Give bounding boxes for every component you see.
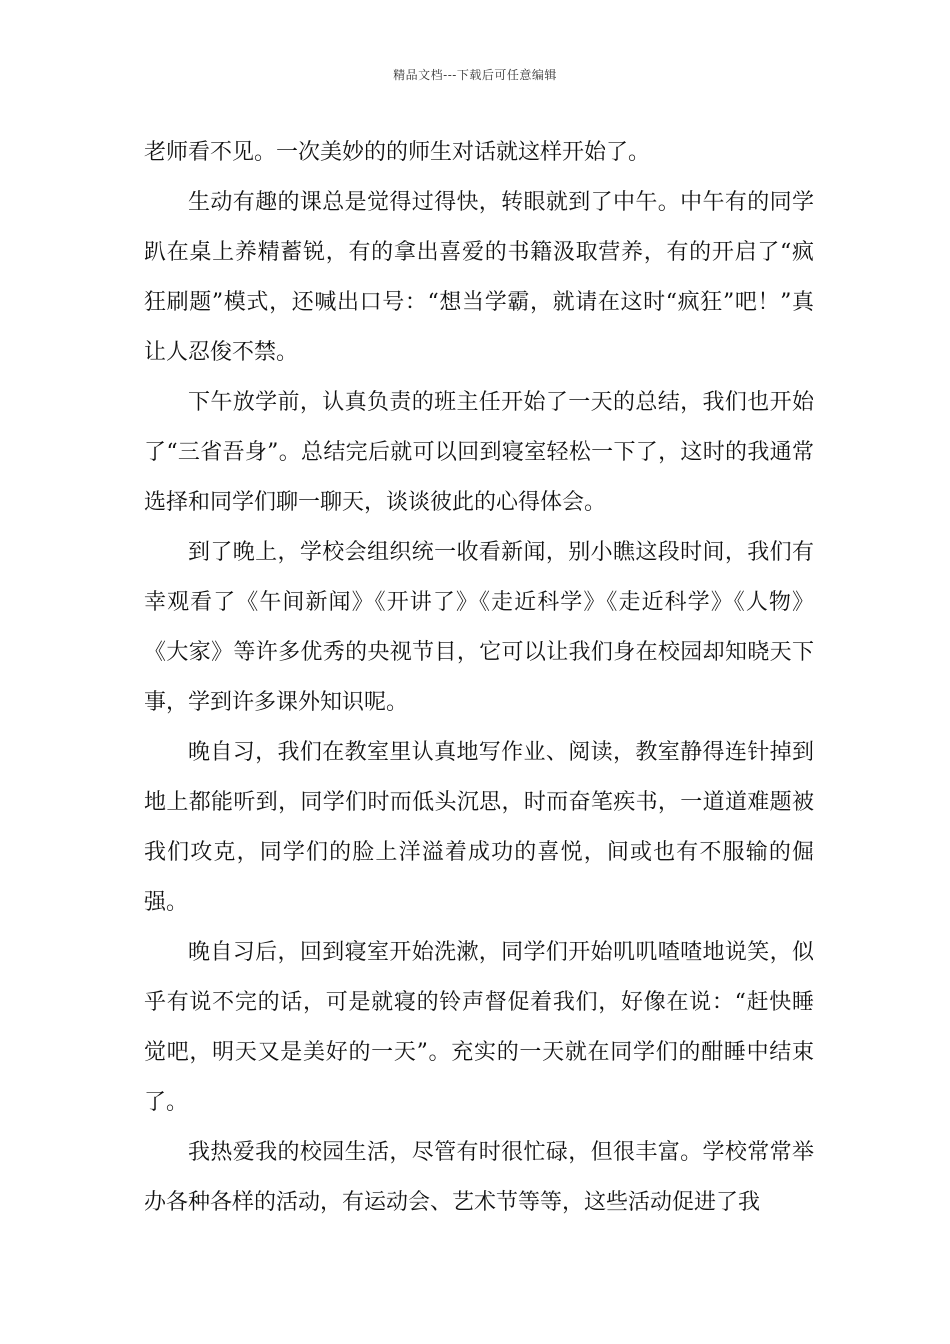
paragraph: 晚自习后，回到寝室开始洗漱，同学们开始叽叽喳喳地说笑，似乎有说不完的话，可是就寝的铃声督促着我们，好像在说：“赶快睡觉吧，明天又是美好的一天”。充实的一天就在同学们的酣睡中结束了。 <box>144 940 814 1115</box>
paragraph: 到了晚上，学校会组织统一收看新闻，别小瞧这段时间，我们有幸观看了《午间新闻》《开讲了》《走近科学》《走近科学》《人物》《大家》等许多优秀的央视节目，它可以让我们身在校园却知晓天下事，学到许多课外知识呢。 <box>144 540 814 715</box>
page-header: 精品文档---下载后可任意编辑 <box>393 68 557 82</box>
document-body <box>144 128 814 1228</box>
paragraph: 下午放学前，认真负责的班主任开始了一天的总结，我们也开始了“三省吾身”。总结完后就可以回到寝室轻松一下了，这时的我通常选择和同学们聊一聊天，谈谈彼此的心得体会。 <box>144 390 814 515</box>
paragraph: 生动有趣的课总是觉得过得快，转眼就到了中午。中午有的同学趴在桌上养精蓄锐，有的拿出喜爱的书籍汲取营养，有的开启了“疯狂刷题”模式，还喊出口号：“想当学霸，就请在这时“疯狂”吧！”真让人忍俊不禁。 <box>144 190 814 365</box>
paragraph: 我热爱我的校园生活，尽管有时很忙碌，但很丰富。学校常常举办各种各样的活动，有运动会、艺术节等等，这些活动促进了我 <box>144 1140 814 1215</box>
paragraph-continuation: 老师看不见。一次美妙的的师生对话就这样开始了。 <box>144 140 651 165</box>
paragraph: 晚自习，我们在教室里认真地写作业、阅读，教室静得连针掉到地上都能听到，同学们时而低头沉思，时而奋笔疾书，一道道难题被我们攻克，同学们的脸上洋溢着成功的喜悦，间或也有不服输的倔强。 <box>144 740 814 915</box>
